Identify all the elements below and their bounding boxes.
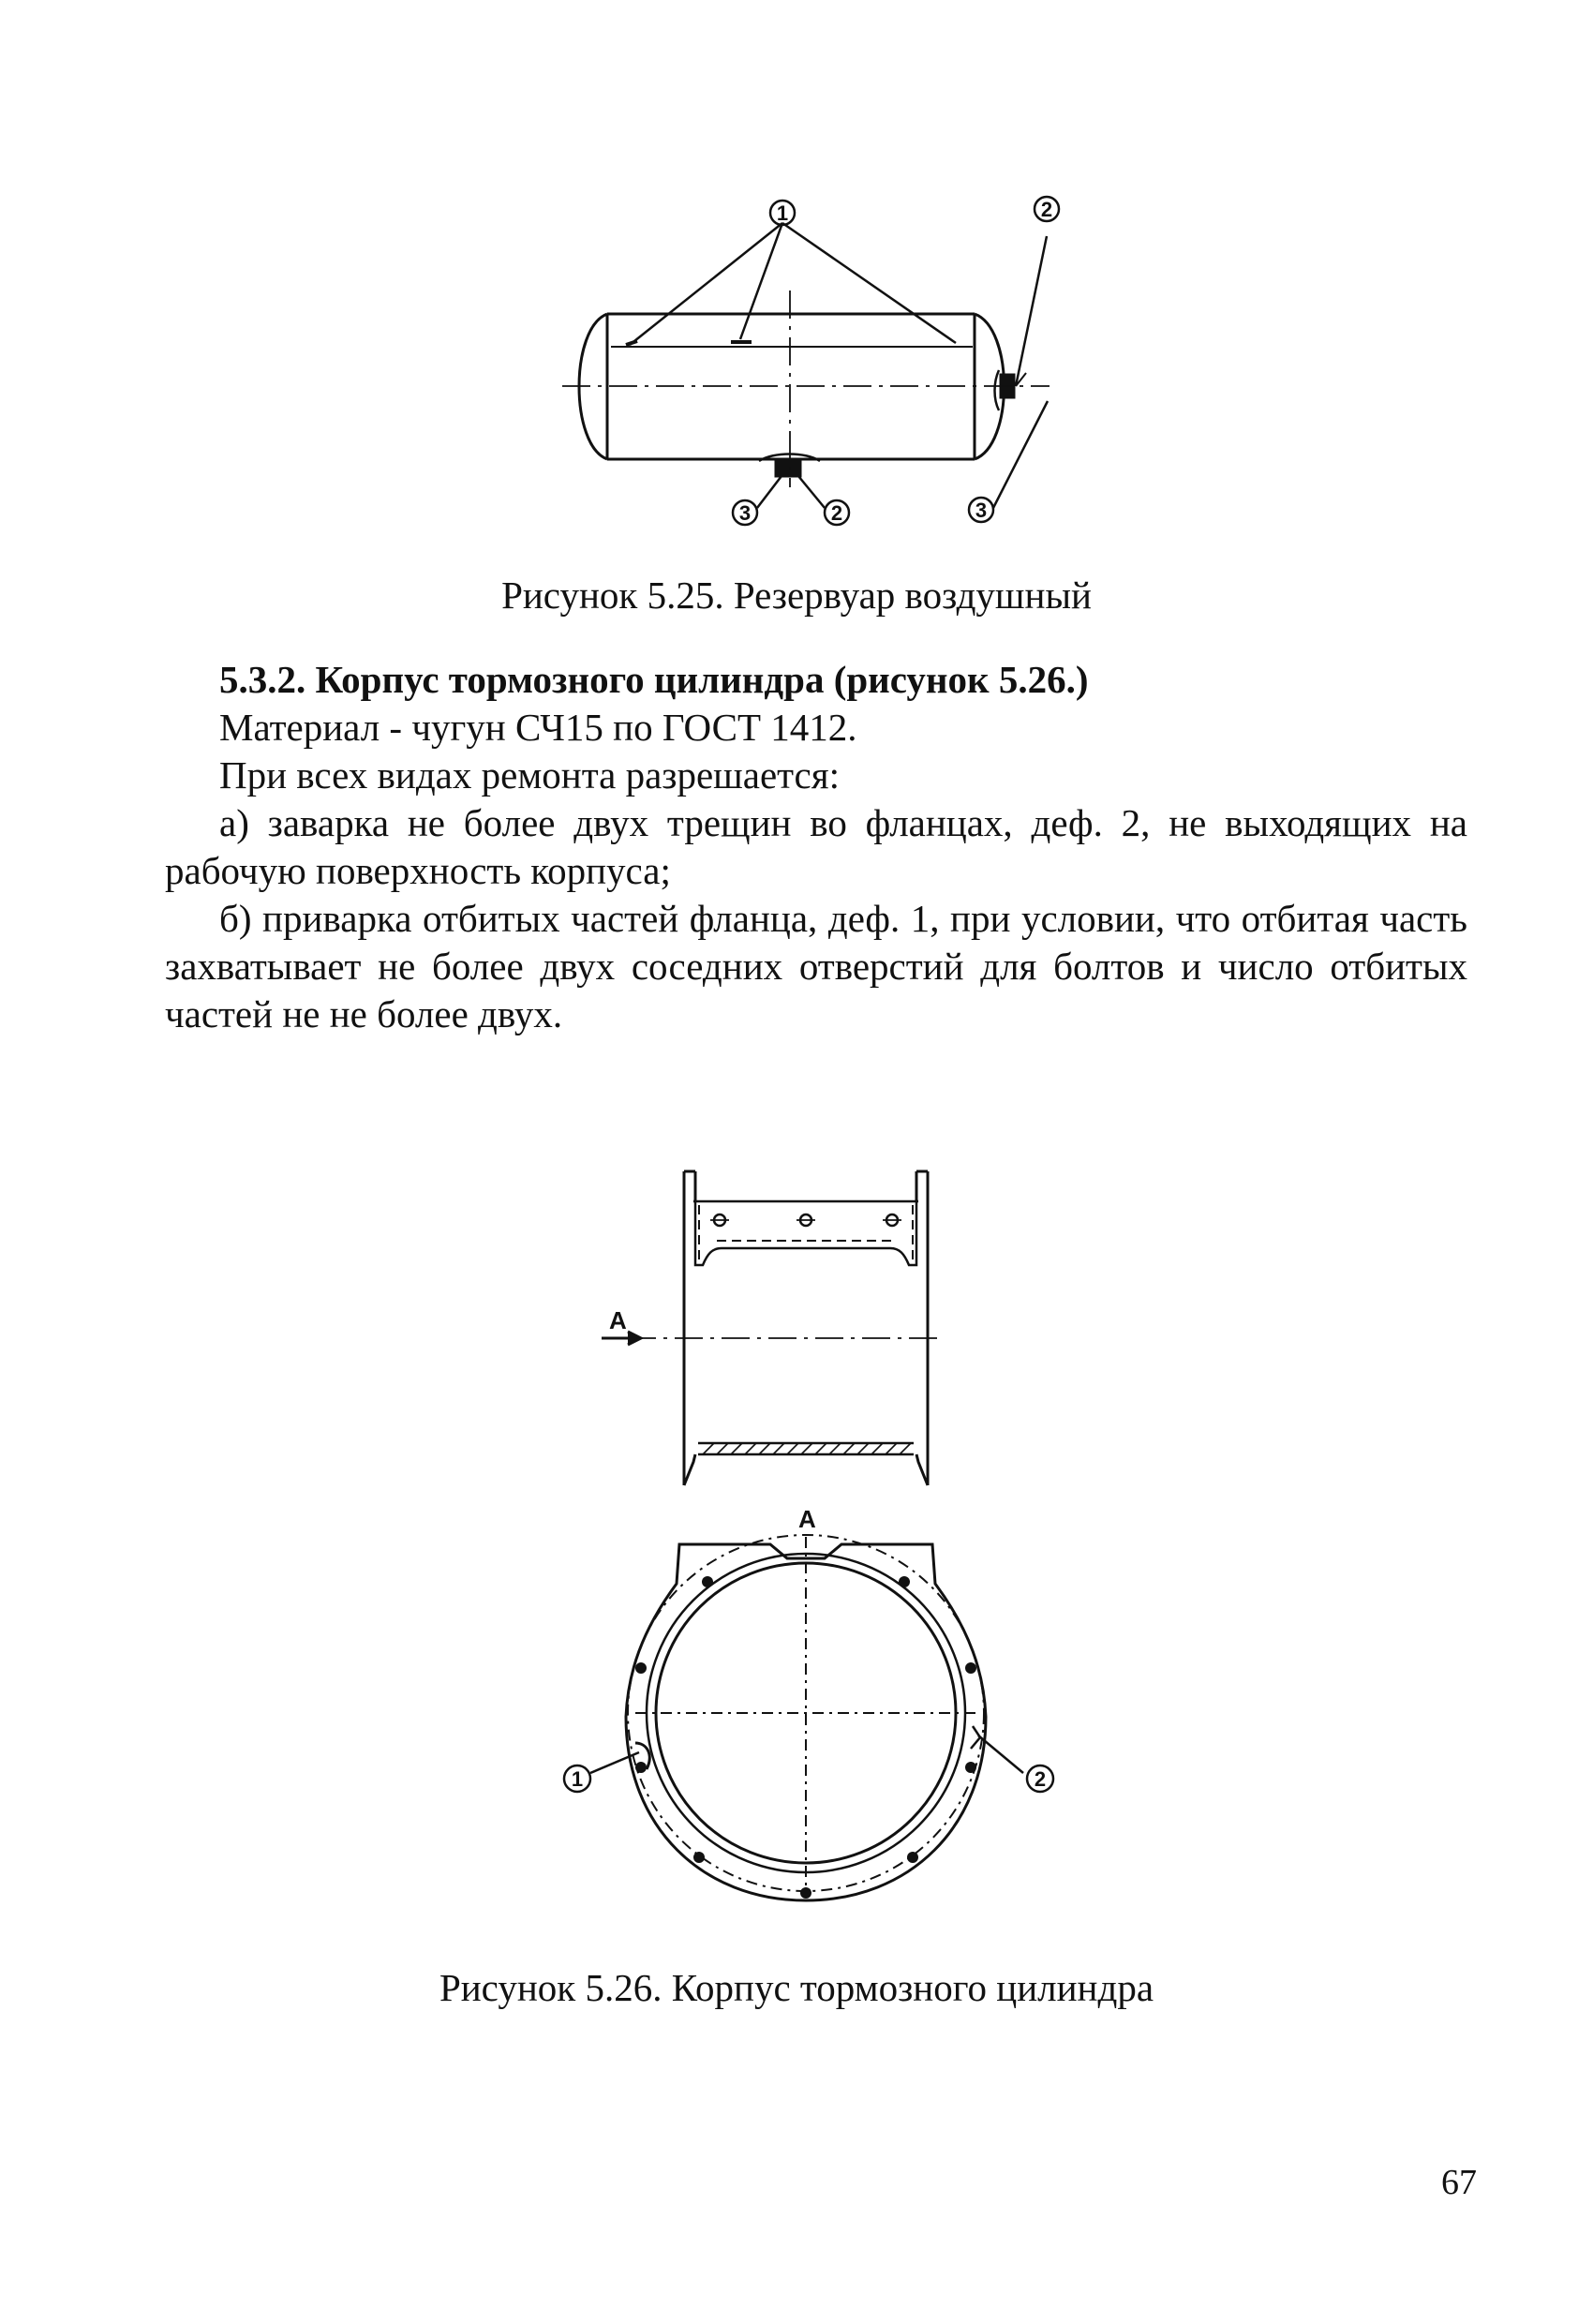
section-5-3-2 xyxy=(165,656,1467,1038)
brake-cylinder-drawing xyxy=(553,1143,1078,1940)
section-mark-side: А xyxy=(609,1306,627,1334)
section-mark-top: А xyxy=(798,1505,816,1533)
cylinder-callout-1: 1 xyxy=(571,1767,584,1791)
repair-item-a: а) заварка не более двух трещин во фланцах, деф. 2, не выходящих на рабочую поверхность корпуса; xyxy=(165,801,1467,892)
material-paragraph: Материал - чугун СЧ15 по ГОСТ 1412. xyxy=(219,706,857,749)
cylinder-callout-2: 2 xyxy=(1034,1767,1047,1791)
air-reservoir-drawing xyxy=(553,178,1078,534)
reservoir-callout-1: 1 xyxy=(776,201,789,225)
figure-5-25-caption: Рисунок 5.25. Резервуар воздушный xyxy=(501,574,1092,617)
section-heading: 5.3.2. Корпус тормозного цилиндра (рисунок 5.26.) xyxy=(219,658,1089,701)
figure-5-26-caption: Рисунок 5.26. Корпус тормозного цилиндра xyxy=(439,1966,1154,2009)
reservoir-callout-2-bottom: 2 xyxy=(830,501,843,525)
reservoir-callout-2-top: 2 xyxy=(1040,198,1053,221)
reservoir-callout-3-bottom: 3 xyxy=(738,501,752,525)
repair-item-b: б) приварка отбитых частей фланца, деф. 1, при условии, что отбитая часть захватывает не более двух соседних отверстий для болтов и число отбитых частей не не более двух. xyxy=(165,897,1467,1035)
repair-intro-paragraph: При всех видах ремонта разрешается: xyxy=(219,753,841,797)
reservoir-callout-3-right: 3 xyxy=(975,499,988,522)
page-number: 67 xyxy=(1441,2163,1477,2202)
